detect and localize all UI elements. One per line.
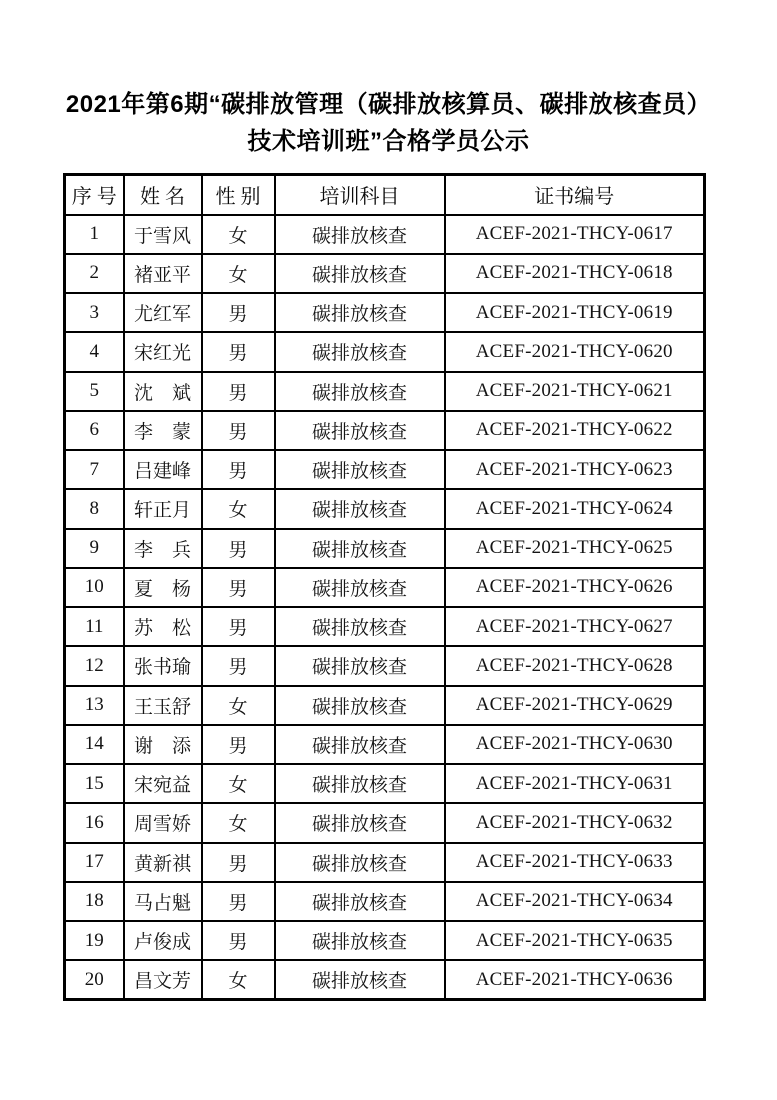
cell-name: 谢 添 bbox=[124, 725, 202, 764]
cell-subject: 碳排放核查 bbox=[275, 568, 445, 607]
cell-no: 20 bbox=[65, 960, 124, 999]
cell-gender: 男 bbox=[202, 882, 275, 921]
cell-gender: 女 bbox=[202, 686, 275, 725]
cell-name: 尤红军 bbox=[124, 293, 202, 332]
cell-name: 轩正月 bbox=[124, 489, 202, 528]
cell-cert: ACEF-2021-THCY-0618 bbox=[445, 254, 705, 293]
cell-no: 19 bbox=[65, 921, 124, 960]
table-row bbox=[65, 686, 705, 725]
document-title bbox=[0, 86, 777, 160]
cell-gender: 男 bbox=[202, 372, 275, 411]
table-row bbox=[65, 254, 705, 293]
cell-no: 14 bbox=[65, 725, 124, 764]
cell-no: 7 bbox=[65, 450, 124, 489]
table-row bbox=[65, 921, 705, 960]
cell-gender: 男 bbox=[202, 921, 275, 960]
table-row bbox=[65, 646, 705, 685]
cell-gender: 男 bbox=[202, 411, 275, 450]
table-row bbox=[65, 843, 705, 882]
cell-no: 10 bbox=[65, 568, 124, 607]
cell-cert: ACEF-2021-THCY-0636 bbox=[445, 960, 705, 999]
table-row bbox=[65, 450, 705, 489]
cell-subject: 碳排放核查 bbox=[275, 843, 445, 882]
cell-subject: 碳排放核查 bbox=[275, 450, 445, 489]
cell-name: 王玉舒 bbox=[124, 686, 202, 725]
cell-cert: ACEF-2021-THCY-0632 bbox=[445, 803, 705, 842]
cell-cert: ACEF-2021-THCY-0630 bbox=[445, 725, 705, 764]
cell-name: 夏 杨 bbox=[124, 568, 202, 607]
cell-no: 8 bbox=[65, 489, 124, 528]
cell-gender: 女 bbox=[202, 215, 275, 254]
results-table bbox=[63, 173, 706, 1001]
cell-no: 11 bbox=[65, 607, 124, 646]
cell-cert: ACEF-2021-THCY-0627 bbox=[445, 607, 705, 646]
cell-gender: 女 bbox=[202, 803, 275, 842]
cell-subject: 碳排放核查 bbox=[275, 764, 445, 803]
cell-no: 9 bbox=[65, 529, 124, 568]
cell-no: 13 bbox=[65, 686, 124, 725]
cell-name: 昌文芳 bbox=[124, 960, 202, 999]
cell-cert: ACEF-2021-THCY-0626 bbox=[445, 568, 705, 607]
header-gender: 性 别 bbox=[202, 175, 275, 215]
cell-subject: 碳排放核查 bbox=[275, 646, 445, 685]
document-title-line1: 2021年第6期“碳排放管理（碳排放核算员、碳排放核查员） bbox=[65, 91, 712, 118]
header-certificate: 证书编号 bbox=[445, 175, 705, 215]
cell-gender: 男 bbox=[202, 725, 275, 764]
cell-name: 周雪娇 bbox=[124, 803, 202, 842]
cell-no: 6 bbox=[65, 411, 124, 450]
cell-cert: ACEF-2021-THCY-0621 bbox=[445, 372, 705, 411]
cell-name: 苏 松 bbox=[124, 607, 202, 646]
cell-name: 宋宛益 bbox=[124, 764, 202, 803]
header-subject: 培训科目 bbox=[275, 175, 445, 215]
cell-subject: 碳排放核查 bbox=[275, 960, 445, 999]
cell-no: 18 bbox=[65, 882, 124, 921]
cell-gender: 男 bbox=[202, 646, 275, 685]
document-title-line2: 技术培训班”合格学员公示 bbox=[247, 128, 530, 155]
table-row bbox=[65, 411, 705, 450]
table-row bbox=[65, 882, 705, 921]
cell-gender: 女 bbox=[202, 489, 275, 528]
cell-no: 3 bbox=[65, 293, 124, 332]
cell-name: 褚亚平 bbox=[124, 254, 202, 293]
cell-subject: 碳排放核查 bbox=[275, 489, 445, 528]
table-row bbox=[65, 960, 705, 999]
cell-subject: 碳排放核查 bbox=[275, 215, 445, 254]
cell-subject: 碳排放核查 bbox=[275, 686, 445, 725]
cell-gender: 女 bbox=[202, 960, 275, 999]
cell-name: 吕建峰 bbox=[124, 450, 202, 489]
cell-subject: 碳排放核查 bbox=[275, 411, 445, 450]
cell-no: 16 bbox=[65, 803, 124, 842]
cell-cert: ACEF-2021-THCY-0623 bbox=[445, 450, 705, 489]
cell-gender: 男 bbox=[202, 607, 275, 646]
cell-subject: 碳排放核查 bbox=[275, 332, 445, 371]
table-row bbox=[65, 764, 705, 803]
cell-no: 17 bbox=[65, 843, 124, 882]
cell-gender: 男 bbox=[202, 568, 275, 607]
cell-subject: 碳排放核查 bbox=[275, 607, 445, 646]
cell-gender: 男 bbox=[202, 332, 275, 371]
cell-subject: 碳排放核查 bbox=[275, 293, 445, 332]
table-row bbox=[65, 332, 705, 371]
cell-cert: ACEF-2021-THCY-0631 bbox=[445, 764, 705, 803]
cell-name: 张书瑜 bbox=[124, 646, 202, 685]
cell-gender: 男 bbox=[202, 843, 275, 882]
cell-gender: 男 bbox=[202, 529, 275, 568]
cell-gender: 男 bbox=[202, 293, 275, 332]
cell-name: 卢俊成 bbox=[124, 921, 202, 960]
cell-name: 李 蒙 bbox=[124, 411, 202, 450]
table-row bbox=[65, 568, 705, 607]
table-row bbox=[65, 372, 705, 411]
cell-no: 1 bbox=[65, 215, 124, 254]
cell-cert: ACEF-2021-THCY-0617 bbox=[445, 215, 705, 254]
cell-cert: ACEF-2021-THCY-0635 bbox=[445, 921, 705, 960]
cell-gender: 女 bbox=[202, 764, 275, 803]
cell-name: 于雪风 bbox=[124, 215, 202, 254]
cell-cert: ACEF-2021-THCY-0628 bbox=[445, 646, 705, 685]
cell-subject: 碳排放核查 bbox=[275, 254, 445, 293]
cell-subject: 碳排放核查 bbox=[275, 803, 445, 842]
cell-gender: 男 bbox=[202, 450, 275, 489]
cell-subject: 碳排放核查 bbox=[275, 372, 445, 411]
cell-cert: ACEF-2021-THCY-0622 bbox=[445, 411, 705, 450]
cell-subject: 碳排放核查 bbox=[275, 921, 445, 960]
cell-cert: ACEF-2021-THCY-0625 bbox=[445, 529, 705, 568]
cell-name: 宋红光 bbox=[124, 332, 202, 371]
table-row bbox=[65, 803, 705, 842]
cell-cert: ACEF-2021-THCY-0629 bbox=[445, 686, 705, 725]
cell-no: 4 bbox=[65, 332, 124, 371]
cell-subject: 碳排放核查 bbox=[275, 725, 445, 764]
cell-name: 李 兵 bbox=[124, 529, 202, 568]
cell-cert: ACEF-2021-THCY-0619 bbox=[445, 293, 705, 332]
table-row bbox=[65, 725, 705, 764]
cell-no: 2 bbox=[65, 254, 124, 293]
cell-subject: 碳排放核查 bbox=[275, 529, 445, 568]
cell-no: 5 bbox=[65, 372, 124, 411]
cell-name: 马占魁 bbox=[124, 882, 202, 921]
cell-cert: ACEF-2021-THCY-0633 bbox=[445, 843, 705, 882]
table-row bbox=[65, 529, 705, 568]
table-row bbox=[65, 215, 705, 254]
cell-cert: ACEF-2021-THCY-0634 bbox=[445, 882, 705, 921]
table-row bbox=[65, 293, 705, 332]
cell-no: 15 bbox=[65, 764, 124, 803]
header-serial-number: 序 号 bbox=[65, 175, 124, 215]
table-row bbox=[65, 607, 705, 646]
cell-subject: 碳排放核查 bbox=[275, 882, 445, 921]
table-row bbox=[65, 489, 705, 528]
table-header-row bbox=[65, 175, 705, 215]
cell-name: 黄新祺 bbox=[124, 843, 202, 882]
cell-gender: 女 bbox=[202, 254, 275, 293]
cell-cert: ACEF-2021-THCY-0624 bbox=[445, 489, 705, 528]
cell-no: 12 bbox=[65, 646, 124, 685]
cell-name: 沈 斌 bbox=[124, 372, 202, 411]
header-name: 姓 名 bbox=[124, 175, 202, 215]
cell-cert: ACEF-2021-THCY-0620 bbox=[445, 332, 705, 371]
